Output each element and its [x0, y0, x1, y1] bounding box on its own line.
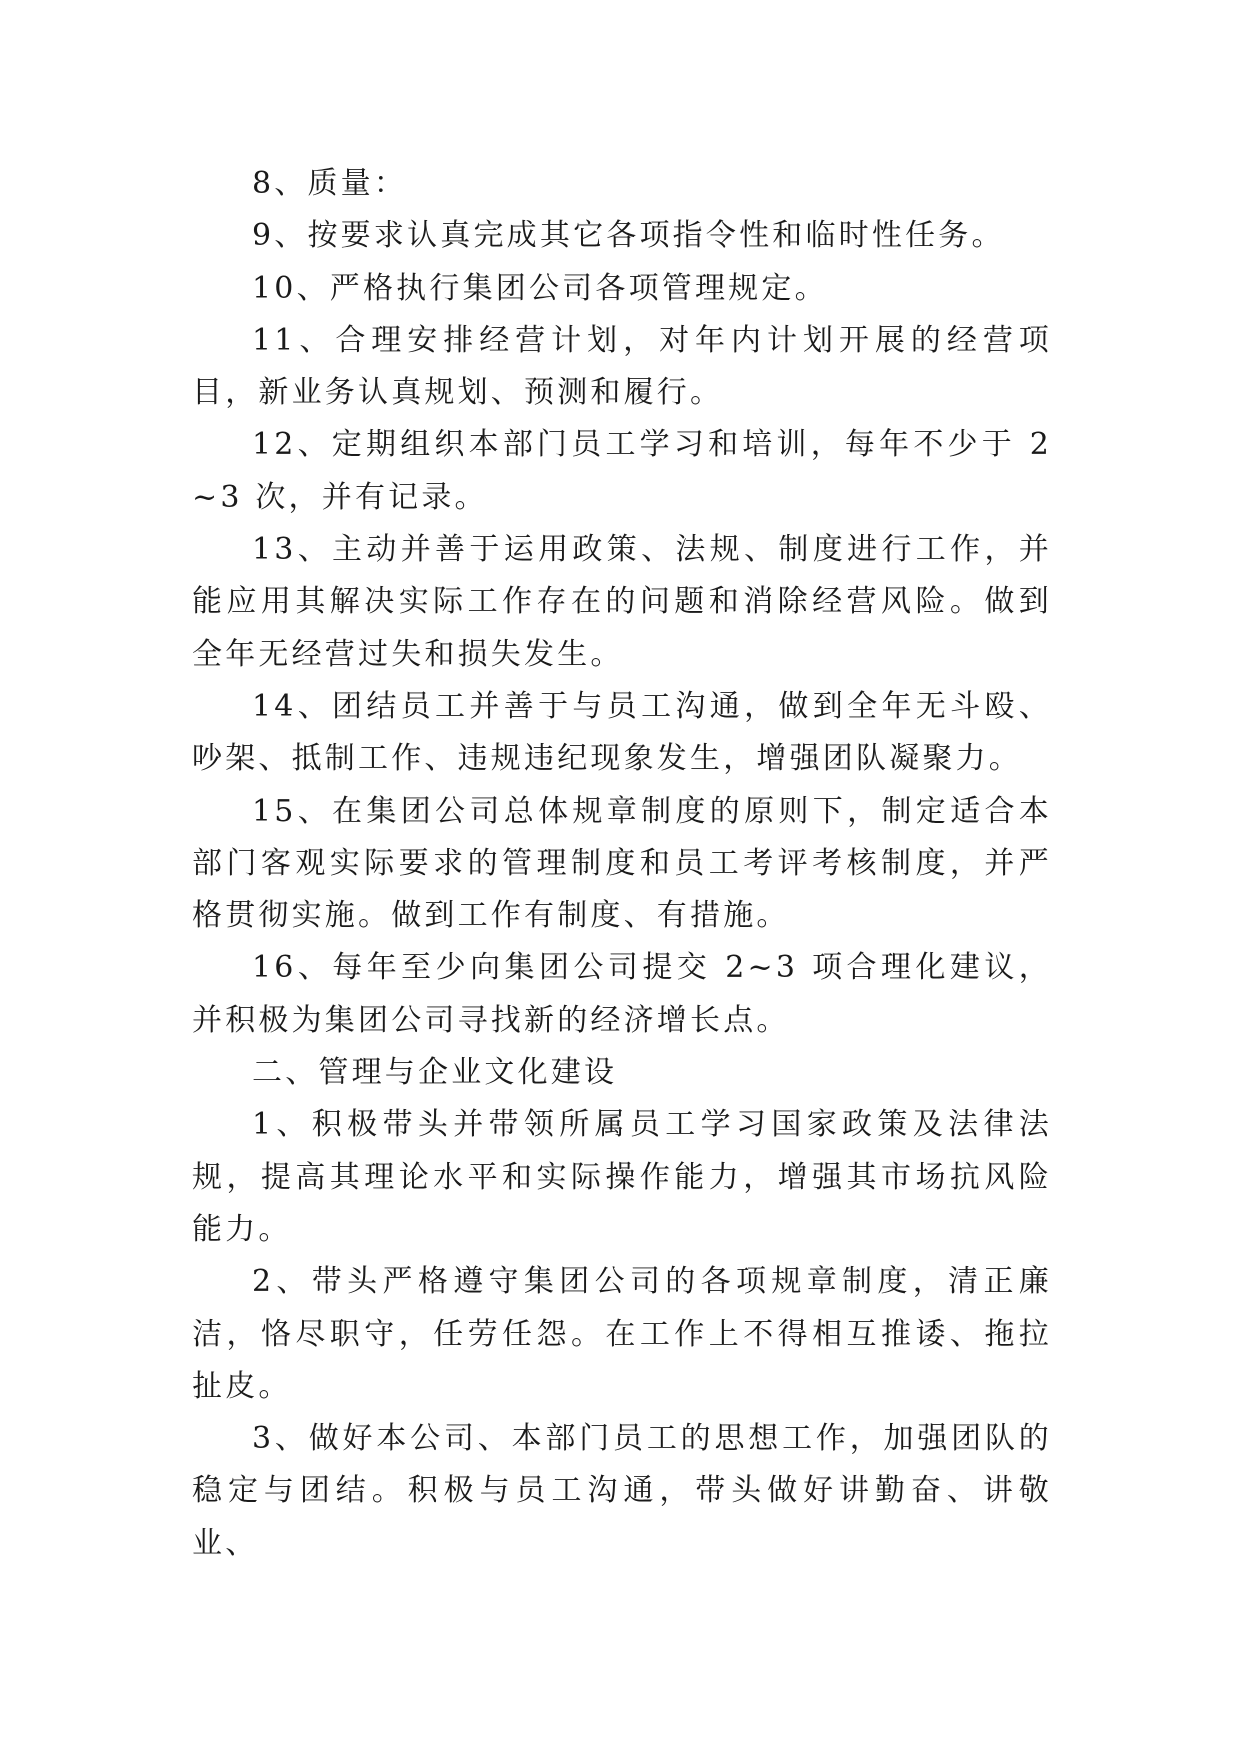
paragraph-item-12: 12、定期组织本部门员工学习和培训，每年不少于 2~3 次，并有记录。	[192, 427, 1052, 515]
paragraph-item-3: 3、做好本公司、本部门员工的思想工作，加强团队的稳定与团结。积极与员工沟通，带头做好讲勤奋、讲敬业、	[192, 1421, 1052, 1561]
paragraph-item-2: 2、带头严格遵守集团公司的各项规章制度，清正廉洁，恪尽职守，任劳任怨。在工作上不得相互推诿、拖拉扯皮。	[192, 1264, 1052, 1404]
paragraph-item-11: 11、合理安排经营计划，对年内计划开展的经营项目，新业务认真规划、预测和履行。	[192, 322, 1052, 411]
paragraph-item-13: 13、主动并善于运用政策、法规、制度进行工作，并能应用其解决实际工作存在的问题和消除经营风险。做到全年无经营过失和损失发生。	[192, 532, 1052, 672]
paragraph-item-9: 9、按要求认真完成其它各项指令性和临时性任务。	[252, 218, 1005, 254]
paragraph-item-15: 15、在集团公司总体规章制度的原则下，制定适合本部门客观实际要求的管理制度和员工考评考核制度，并严格贯彻实施。做到工作有制度、有措施。	[192, 793, 1052, 934]
paragraph-item-1: 1、积极带头并带领所属员工学习国家政策及法律法规，提高其理论水平和实际操作能力，增强其市场抗风险能力。	[192, 1107, 1052, 1247]
document-body	[192, 158, 1052, 1570]
paragraph-item-14: 14、团结员工并善于与员工沟通，做到全年无斗殴、吵架、抵制工作、违规违纪现象发生，增强团队凝聚力。	[192, 688, 1052, 777]
paragraph-item-10: 10、严格执行集团公司各项管理规定。	[252, 270, 828, 306]
paragraph-item-16: 16、每年至少向集团公司提交 2~3 项合理化建议，并积极为集团公司寻找新的经济增长点。	[192, 950, 1052, 1038]
paragraph-item-8: 8、质量：	[252, 166, 408, 201]
section-heading: 二、管理与企业文化建设	[252, 1055, 618, 1091]
